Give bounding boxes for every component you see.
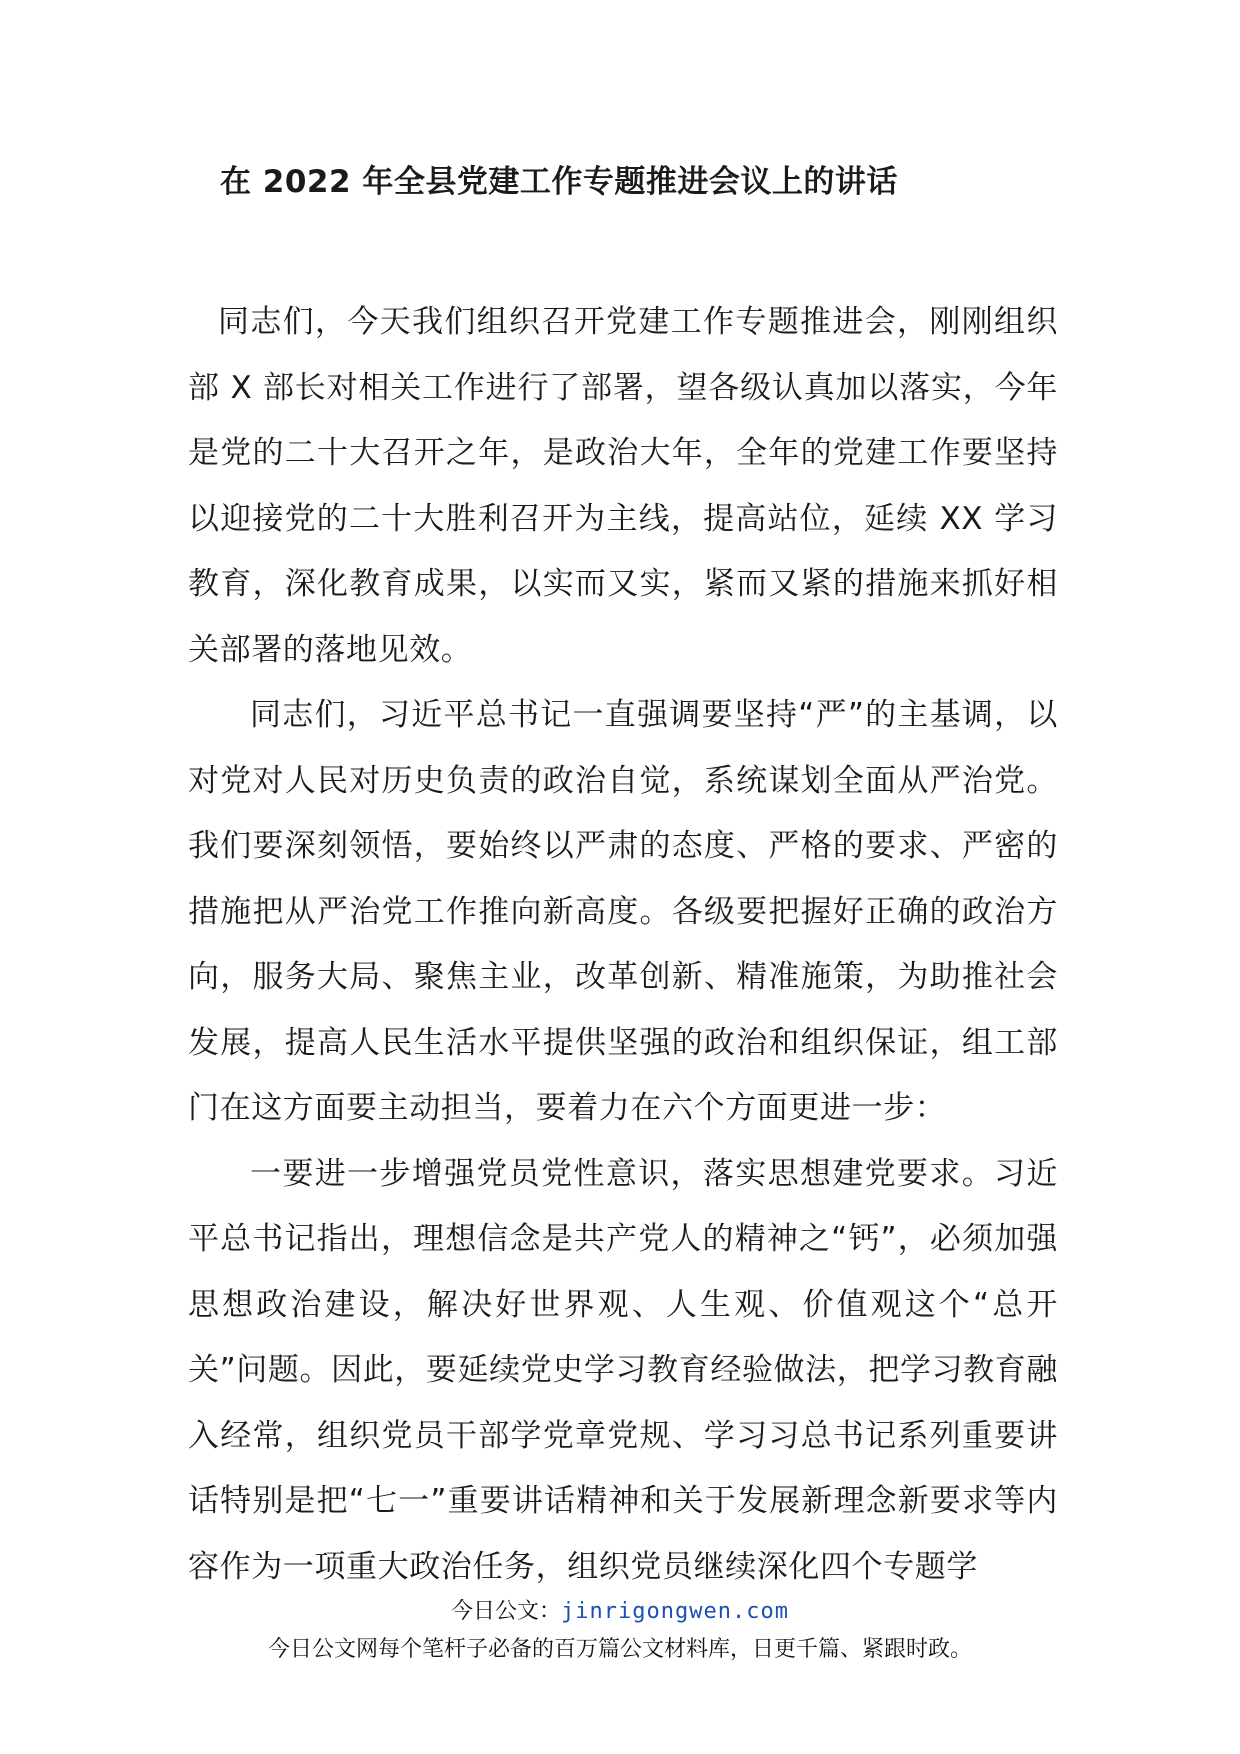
paragraph-point-one: 一要进一步增强党员党性意识，落实思想建党要求。习近平总书记指出，理想信念是共产党人的精神之“钙”，必须加强思想政治建设，解决好世界观、人生观、价值观这个“总开关”问题。因此，要延续党史学习教育经验做法，把学习教育融入经常，组织党员干部学党章党规、学习习总书记系列重要讲话特别是把“七一”重要讲话精神和关于发展新理念新要求等内容作为一项重大政治任务，组织党员继续深化四个专题学 bbox=[188, 1155, 1058, 1585]
footer-site-url[interactable]: jinrigongwen.com bbox=[561, 1599, 789, 1624]
footer-site-line bbox=[0, 1597, 1240, 1627]
document-title: 在 2022 年全县党建工作专题推进会议上的讲话 bbox=[220, 164, 898, 200]
paragraph-intro: 同志们，今天我们组织召开党建工作专题推进会，刚刚组织部 X 部长对相关工作进行了部署，望各级认真加以落实，今年是党的二十大召开之年，是政治大年，全年的党建工作要坚持以迎接党的二十大胜利召开为主线，提高站位，延续 XX 学习教育，深化教育成果，以实而又实，紧而又紧的措施来抓好相关部署的落地见效。 bbox=[188, 304, 1058, 668]
paragraph-strict-governance: 同志们，习近平总书记一直强调要坚持“严”的主基调，以对党对人民对历史负责的政治自觉，系统谋划全面从严治党。 我们要深刻领悟，要始终以严肃的态度、严格的要求、严密的措施把从严治党工作推向新高度。各级要把握好正确的政治方向，服务大局、聚焦主业，改革创新、精准施策，为助推社会发展，提高人民生活水平提供坚强的政治和组织保证，组工部门在这方面要主动担当，要着力在六个方面更进一步： bbox=[188, 697, 1058, 1126]
footer-site-label: 今日公文： bbox=[451, 1599, 562, 1624]
document-body bbox=[188, 290, 1058, 1600]
footer-slogan: 今日公文网每个笔杆子必备的百万篇公文材料库，日更千篇、紧跟时政。 bbox=[267, 1637, 972, 1662]
